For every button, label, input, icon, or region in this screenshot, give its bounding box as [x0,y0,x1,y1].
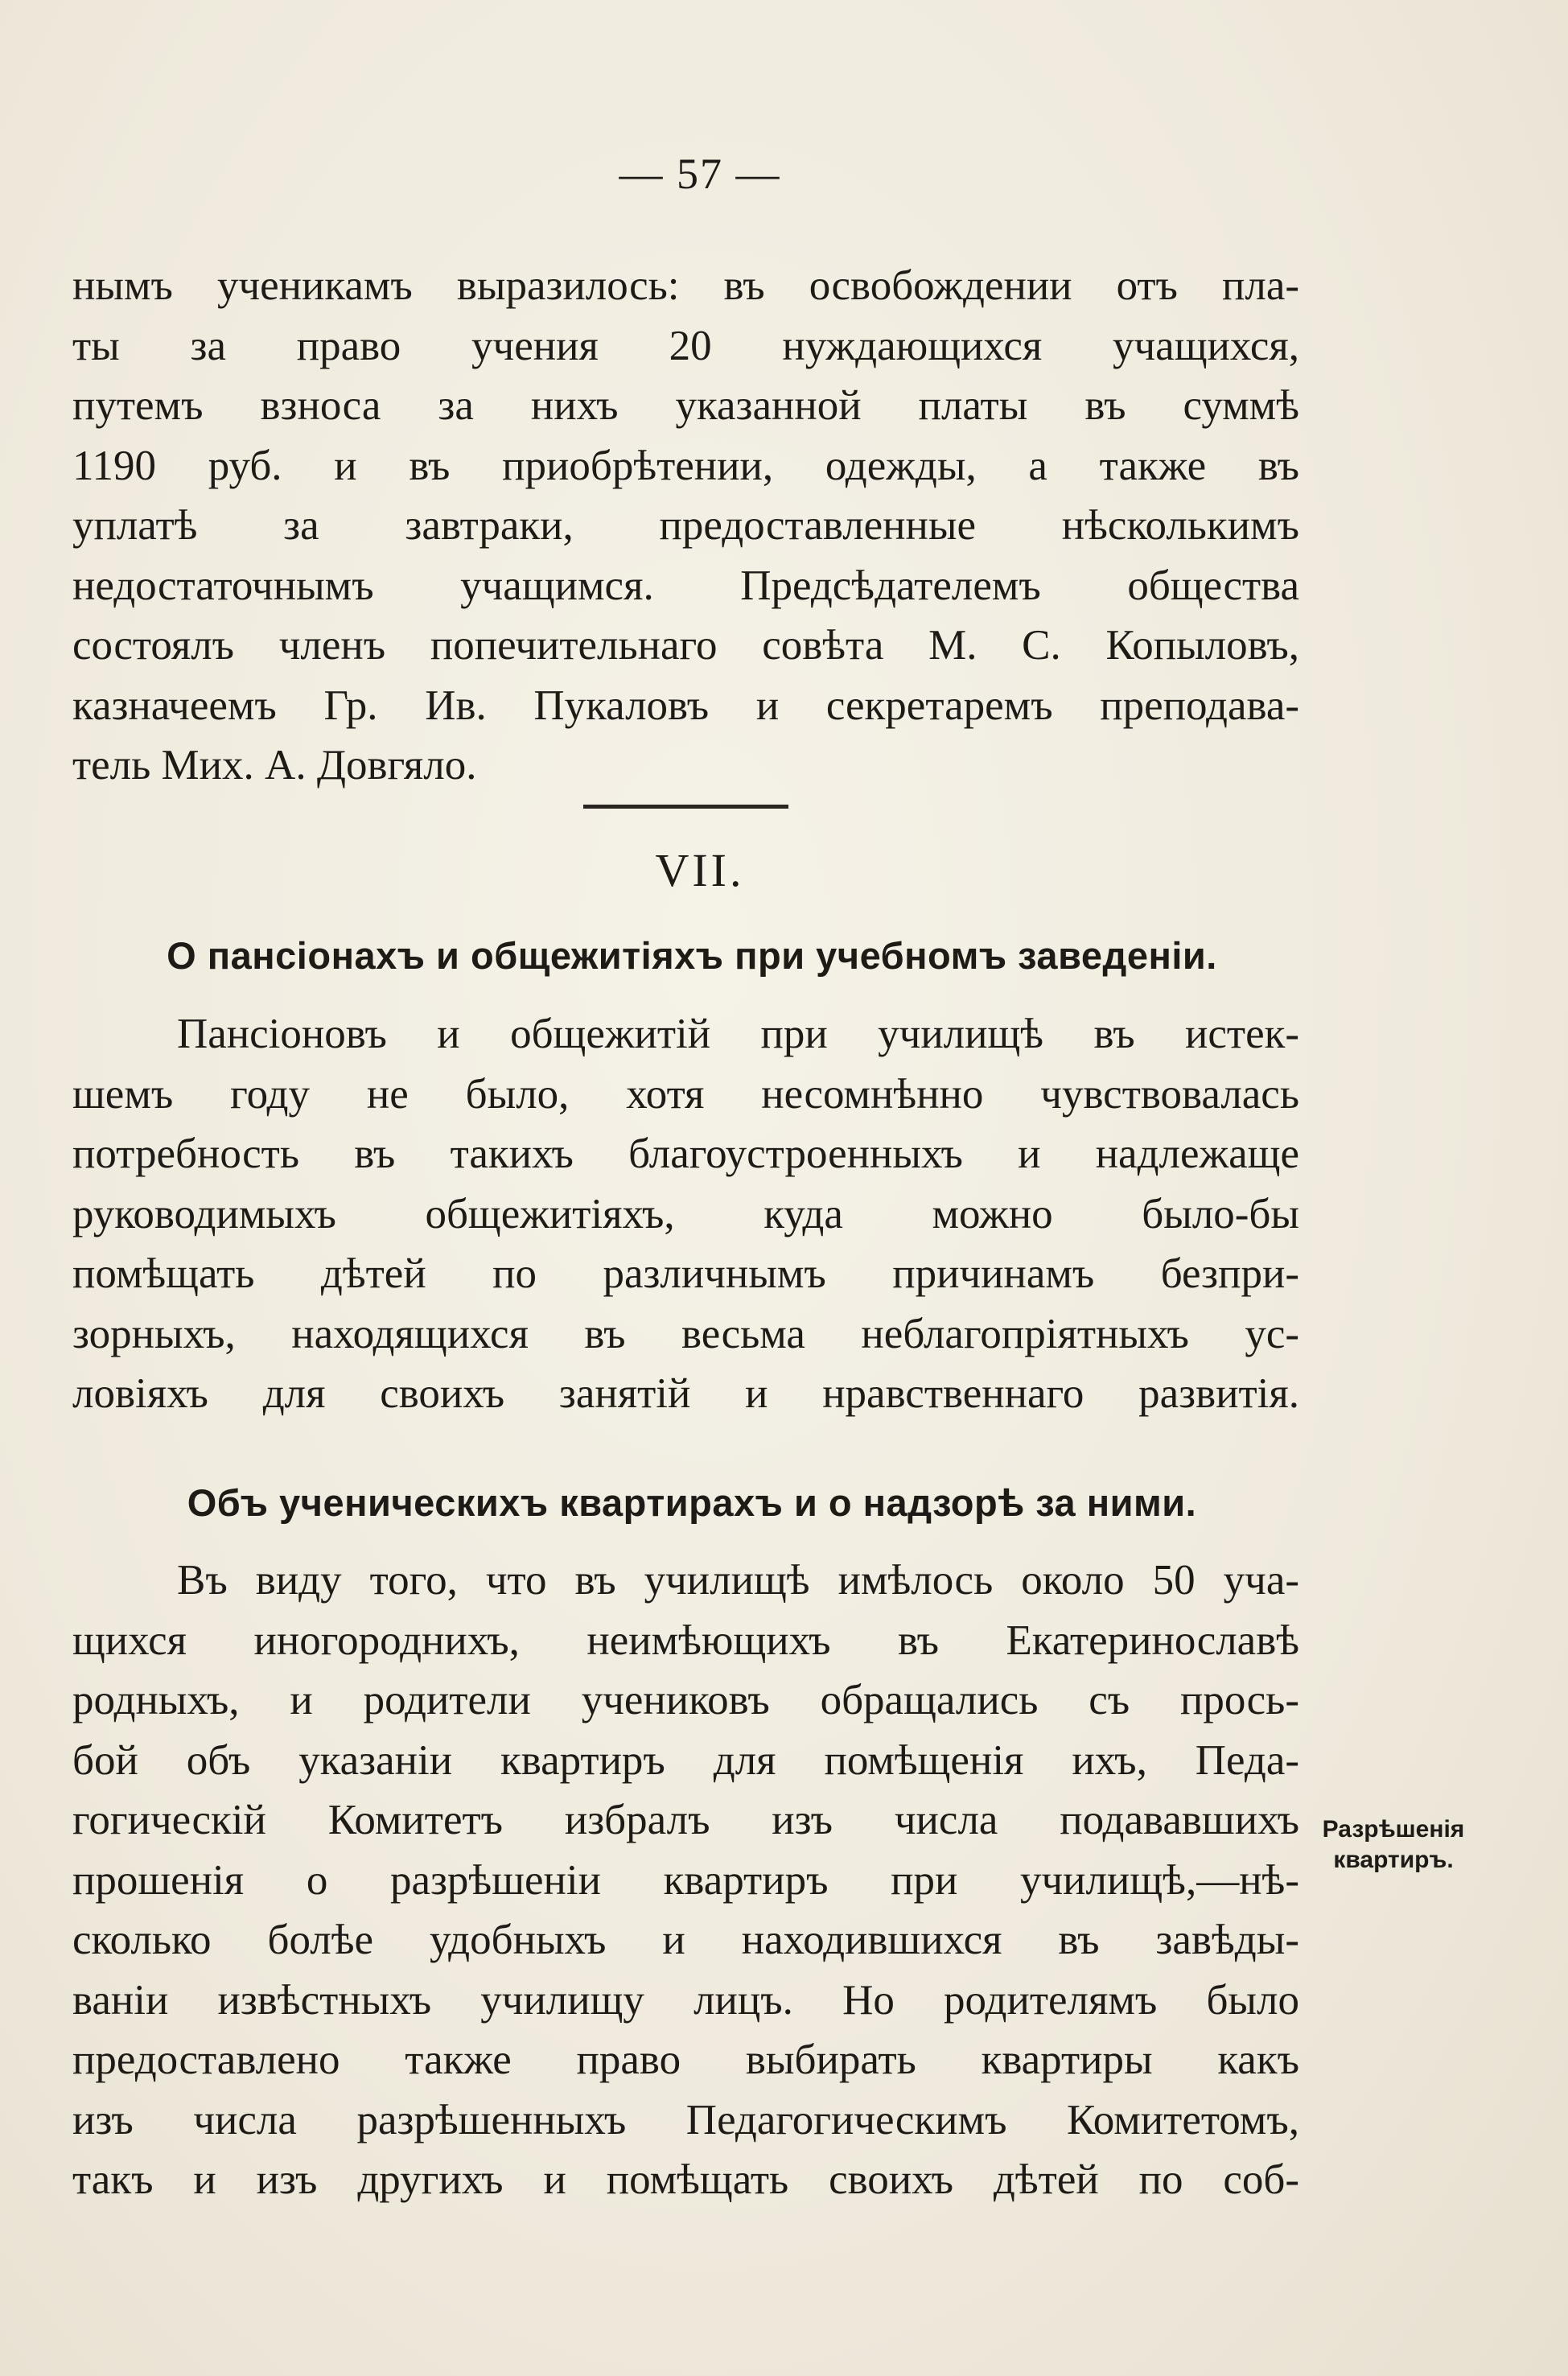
margin-note-line: квартиръ. [1333,1847,1454,1873]
text-line: уплатѣ за завтраки, предоставленные нѣсколькимъ [72,502,1299,549]
margin-note [1301,1814,1486,1876]
text-line: ты за право учения 20 нуждающихся учащихся, [72,322,1299,369]
text-line: нымъ ученикамъ выразилось: въ освобождении отъ пла- [72,262,1299,309]
text-line: гогическій Комитетъ избралъ изъ числа подававшихъ [72,1797,1299,1843]
text-line: потребность въ такихъ благоустроенныхъ и надлежаще [72,1130,1299,1177]
text-line: 1190 руб. и въ приобрѣтении, одежды, а также въ [72,442,1299,489]
text-line: предоставлено также право выбирать квартиры какъ [72,2036,1299,2083]
text-line: ловіяхъ для своихъ занятій и нравственнаго развитія. [72,1370,1299,1417]
text-line: такъ и изъ другихъ и помѣщать своихъ дѣтей по соб- [72,2156,1299,2203]
text-line: состоялъ членъ попечительнаго совѣта М. С. Копыловъ, [72,622,1299,669]
paragraph-continuation [72,256,1299,796]
text-line: щихся иногороднихъ, неимѣющихъ въ Екатеринославѣ [72,1616,1299,1664]
text-line: казначеемъ Гр. Ив. Пукаловъ и секретаремъ преподава- [72,682,1299,729]
text-line: изъ числа разрѣшенныхъ Педагогическимъ Комитетомъ, [72,2096,1299,2143]
text-line: бой объ указаніи квартиръ для помѣщенія ихъ, Педа- [72,1736,1299,1784]
text-line: прошенія о разрѣшеніи квартиръ при училищѣ,—нѣ- [72,1856,1299,1904]
section-divider [583,805,788,809]
text-line: сколько болѣе удобныхъ и находившихся въ завѣды- [72,1917,1299,1963]
paragraph-apartments [72,1550,1299,2210]
text-line: тель Мих. А. Довгяло. [72,742,477,789]
text-line: путемъ взноса за нихъ указанной платы въ суммѣ [72,382,1299,429]
text-line: руководимыхъ общежитіяхъ, куда можно было-бы [72,1190,1299,1237]
text-line: Пансіоновъ и общежитій при училищѣ въ истек- [177,1011,1299,1057]
text-line: ваніи извѣстныхъ училищу лицъ. Но родителямъ было [72,1976,1299,2024]
text-line: родныхъ, и родители учениковъ обращались съ прось- [72,1677,1299,1723]
section-heading-pensions: О пансіонахъ и общежитіяхъ при учебномъ заведеніи. [167,934,1217,977]
margin-note-line: Разрѣшенія [1322,1816,1465,1843]
text-line: помѣщать дѣтей по различнымъ причинамъ безпри- [72,1250,1299,1297]
text-line: Въ виду того, что въ училищѣ имѣлось около 50 уча- [177,1557,1299,1604]
page-number: — 57 — [619,150,781,198]
chapter-number: VII. [655,844,745,896]
text-line: недостаточнымъ учащимся. Предсѣдателемъ общества [72,562,1299,609]
text-line: шемъ году не было, хотя несомнѣнно чувствовалась [72,1070,1299,1118]
text-line: зорныхъ, находящихся въ весьма неблагопріятныхъ ус- [72,1310,1299,1357]
section-heading-apartments: Объ ученическихъ квартирахъ и о надзорѣ за ними. [187,1481,1197,1524]
paragraph-pensions [72,1004,1299,1424]
